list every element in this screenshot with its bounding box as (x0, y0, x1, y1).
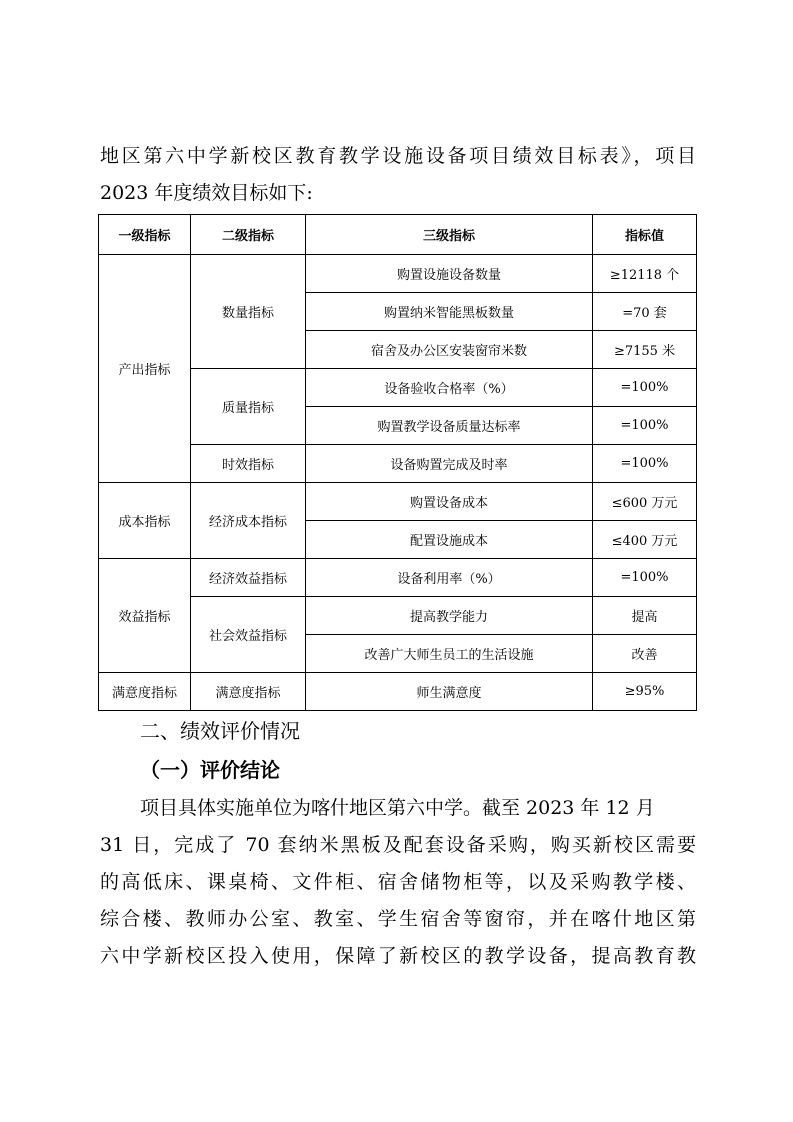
value-cell: 提高 (593, 597, 697, 635)
table-row (99, 255, 697, 293)
header-level2: 二级指标 (191, 215, 306, 255)
header-value: 指标值 (593, 215, 697, 255)
level1-satisfaction: 满意度指标 (99, 673, 191, 711)
value-cell: =100% (593, 369, 697, 407)
indicator-cell: 宿舍及办公区安装窗帘米数 (306, 331, 593, 369)
indicator-cell: 配置设施成本 (306, 521, 593, 559)
indicator-cell: 设备验收合格率（%） (306, 369, 593, 407)
indicator-cell: 提高教学能力 (306, 597, 593, 635)
value-cell: ≥12118 个 (593, 255, 697, 293)
performance-target-table (98, 214, 697, 711)
level1-output: 产出指标 (99, 255, 191, 483)
value-cell: =100% (593, 407, 697, 445)
table-row (99, 673, 697, 711)
value-cell: ≤600 万元 (593, 483, 697, 521)
value-cell: ≥95% (593, 673, 697, 711)
body-line-3: 的高低床、课桌椅、文件柜、宿舍储物柜等，以及采购教学楼、 (100, 871, 696, 893)
body-line-2: 31 日，完成了 70 套纳米黑板及配套设备采购，购买新校区需要 (100, 834, 696, 856)
indicator-cell: 师生满意度 (306, 673, 593, 711)
subsection-heading: （一）评价结论 (140, 758, 280, 782)
table-header-row (99, 215, 697, 255)
level2-quality: 质量指标 (191, 369, 306, 445)
intro-line-2: 2023 年度绩效目标如下: (100, 182, 313, 204)
intro-line-1: 地区第六中学新校区教育教学设施设备项目绩效目标表》，项目 (100, 145, 696, 167)
level2-satisfaction: 满意度指标 (191, 673, 306, 711)
value-cell: =70 套 (593, 293, 697, 331)
body-line-4: 综合楼、教师办公室、教室、学生宿舍等窗帘，并在喀什地区第 (100, 908, 696, 930)
level1-benefit: 效益指标 (99, 559, 191, 673)
indicator-cell: 购置设施设备数量 (306, 255, 593, 293)
value-cell: ≥7155 米 (593, 331, 697, 369)
header-level3: 三级指标 (306, 215, 593, 255)
value-cell: 改善 (593, 635, 697, 673)
level2-timeliness: 时效指标 (191, 445, 306, 483)
indicator-cell: 改善广大师生员工的生活设施 (306, 635, 593, 673)
value-cell: ≤400 万元 (593, 521, 697, 559)
level2-economic-cost: 经济成本指标 (191, 483, 306, 559)
indicator-cell: 购置设备成本 (306, 483, 593, 521)
section-heading: 二、绩效评价情况 (140, 719, 300, 743)
value-cell: =100% (593, 559, 697, 597)
indicator-cell: 购置教学设备质量达标率 (306, 407, 593, 445)
indicator-cell: 设备利用率（%） (306, 559, 593, 597)
table-row (99, 559, 697, 597)
indicator-cell: 设备购置完成及时率 (306, 445, 593, 483)
value-cell: =100% (593, 445, 697, 483)
table-row (99, 483, 697, 521)
level2-social-benefit: 社会效益指标 (191, 597, 306, 673)
body-line-1: 项目具体实施单位为喀什地区第六中学。截至 2023 年 12 月 (140, 797, 655, 819)
level1-cost: 成本指标 (99, 483, 191, 559)
level2-economic-benefit: 经济效益指标 (191, 559, 306, 597)
indicator-cell: 购置纳米智能黑板数量 (306, 293, 593, 331)
body-line-5: 六中学新校区投入使用，保障了新校区的教学设备，提高教育教 (100, 945, 696, 967)
level2-quantity: 数量指标 (191, 255, 306, 369)
header-level1: 一级指标 (99, 215, 191, 255)
